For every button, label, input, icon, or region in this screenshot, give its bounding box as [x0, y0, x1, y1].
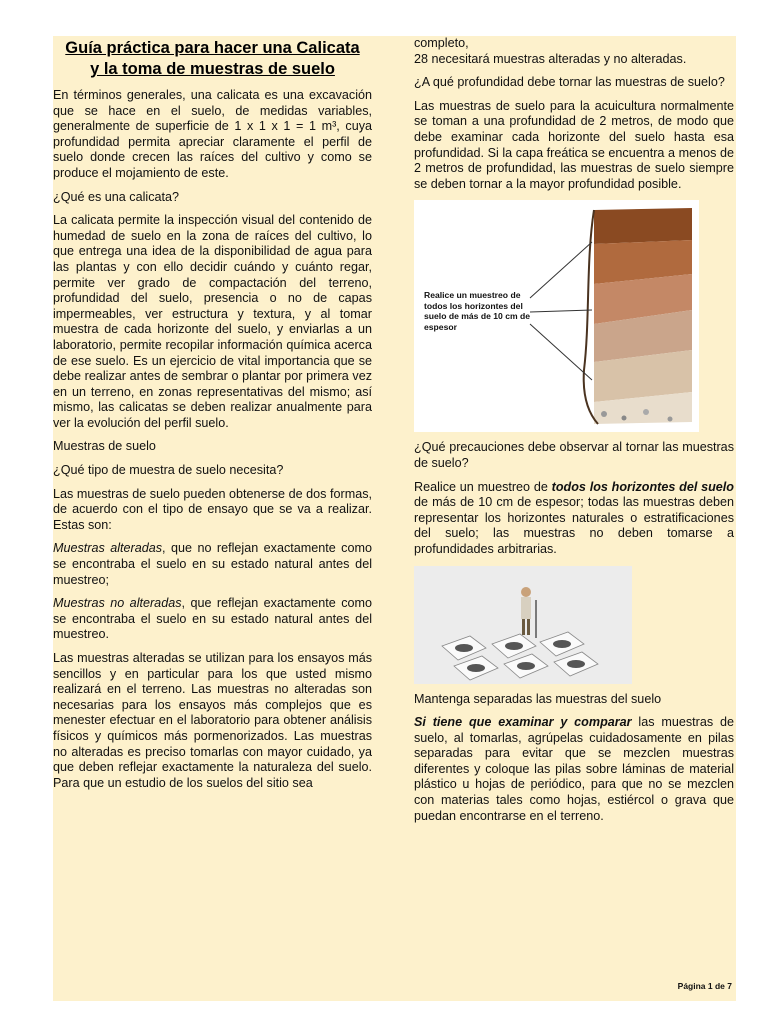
- question-what-is-calicata: ¿Qué es una calicata?: [53, 189, 180, 204]
- right-column: [414, 36, 734, 832]
- paragraph-altered-samples: Muestras alteradas, que no reflejan exactamente como se encontraba el suelo en su estado natural antes del muestreo;: [53, 541, 372, 587]
- paragraph-unaltered-samples: Muestras no alteradas, que reflejan exactamente como se encontraba el suelo en su estado natural antes del muestreo.: [53, 596, 372, 642]
- document-title: Guía práctica para hacer una Calicata y la toma de muestras de suelo: [65, 39, 360, 78]
- paragraph-compare-samples: Si tiene que examinar y comparar las muestras de suelo, al tomarlas, agrúpelas cuidadosamente en pilas separadas para evitar que se mezclen muestras diferentes y coloque las pilas sobre láminas de material plástico u hojas de periódico, para que no se mezclen con materias tales como hojas, estiércol o grava que puedan encontrarse en el terreno.: [414, 715, 734, 823]
- samples-on-sheets-illustration: [414, 566, 632, 684]
- continued-text: completo, 28 necesitará muestras alteradas y no alteradas.: [414, 36, 687, 66]
- document-page: [53, 36, 736, 1001]
- heading-muestras: Muestras de suelo: [53, 439, 156, 454]
- answer-what-is-calicata: La calicata permite la inspección visual del contenido de humedad de suelo en la zona de raíces del cultivo, lo que entrega una idea de la disponibilidad de agua para las plantas y con ello decidir cuándo y cuánto regar, permite ver grado de compactación del terreno, profundidad del suelo, presencia o no de capas impermeables, ver estructura y textura, y al tomar muestra de cada horizonte del suelo, y enviarlas a un laboratorio, permite recopilar información química acerca de ese suelo. Es un ejercicio de vital importancia que se debe realizar antes de sembrar o plantar por primera vez en un terreno, en zonas representativas del mismo; así mismo, las calicatas se deben realizar anualmente para ver la evolución del perfil suelo.: [53, 213, 372, 430]
- question-depth: ¿A qué profundidad debe tornar las muestras de suelo?: [414, 75, 725, 90]
- question-sample-type: ¿Qué tipo de muestra de suelo necesita?: [53, 463, 284, 478]
- intro-paragraph: En términos generales, una calicata es una excavación que se hace en el suelo, de medidas variables, generalmente de superficie de 1 x 1 x 1 = 1 m³, cuya profundidad permita apreciar claramente el perfil de suelo donde crecen las raíces del cultivo y como se produce el mojamiento de este.: [53, 88, 372, 180]
- answer-sample-type: Las muestras de suelo pueden obtenerse de dos formas, de acuerdo con el tipo de ensayo que se va a realizar. Estas son:: [53, 486, 372, 532]
- answer-depth: Las muestras de suelo para la acuicultura normalmente se toman a una profundidad de 2 metros, de modo que debe examinar cada horizonte del suelo hasta esa profundidad. Si la capa freática se encuentra a menos de 2 metros de profundidad, las muestras de suelo siempre se deben tornar a la mayor profundidad posible.: [414, 98, 734, 191]
- soil-profile-figure: [414, 200, 699, 432]
- separated-samples-figure: [414, 566, 632, 684]
- paragraph-sample-usage: Las muestras alteradas se utilizan para los ensayos más sencillos y en particular para los que usted mismo realizará en el terreno. Las muestras no alteradas son necesarias para los ensayos más complejos que es menester efectuar en el laboratorio para obtener análisis físicos y químicos más pormenorizados. Las muestras no alteradas es preciso tomarlas con mayor cuidado, ya que deben reflejar exactamente la naturaleza del suelo. Para que un estudio de los suelos del sitio sea: [53, 651, 372, 790]
- page-number: Página 1 de 7: [677, 981, 732, 991]
- figure-label: Realice un muestreo de todos los horizontes del suelo de más de 10 cm de espesor: [424, 290, 531, 332]
- question-precautions: ¿Qué precauciones debe observar al tornar las muestras de suelo?: [414, 440, 734, 470]
- left-column: [53, 36, 372, 791]
- caption-separate-samples: Mantenga separadas las muestras del suelo: [414, 691, 662, 706]
- answer-precautions: Realice un muestreo de todos los horizontes del suelo de más de 10 cm de espesor; todas las muestras deben representar los horizontes naturales o estratificaciones del suelo; las muestras no deben tomarse a profundidades arbitrarias.: [414, 479, 734, 556]
